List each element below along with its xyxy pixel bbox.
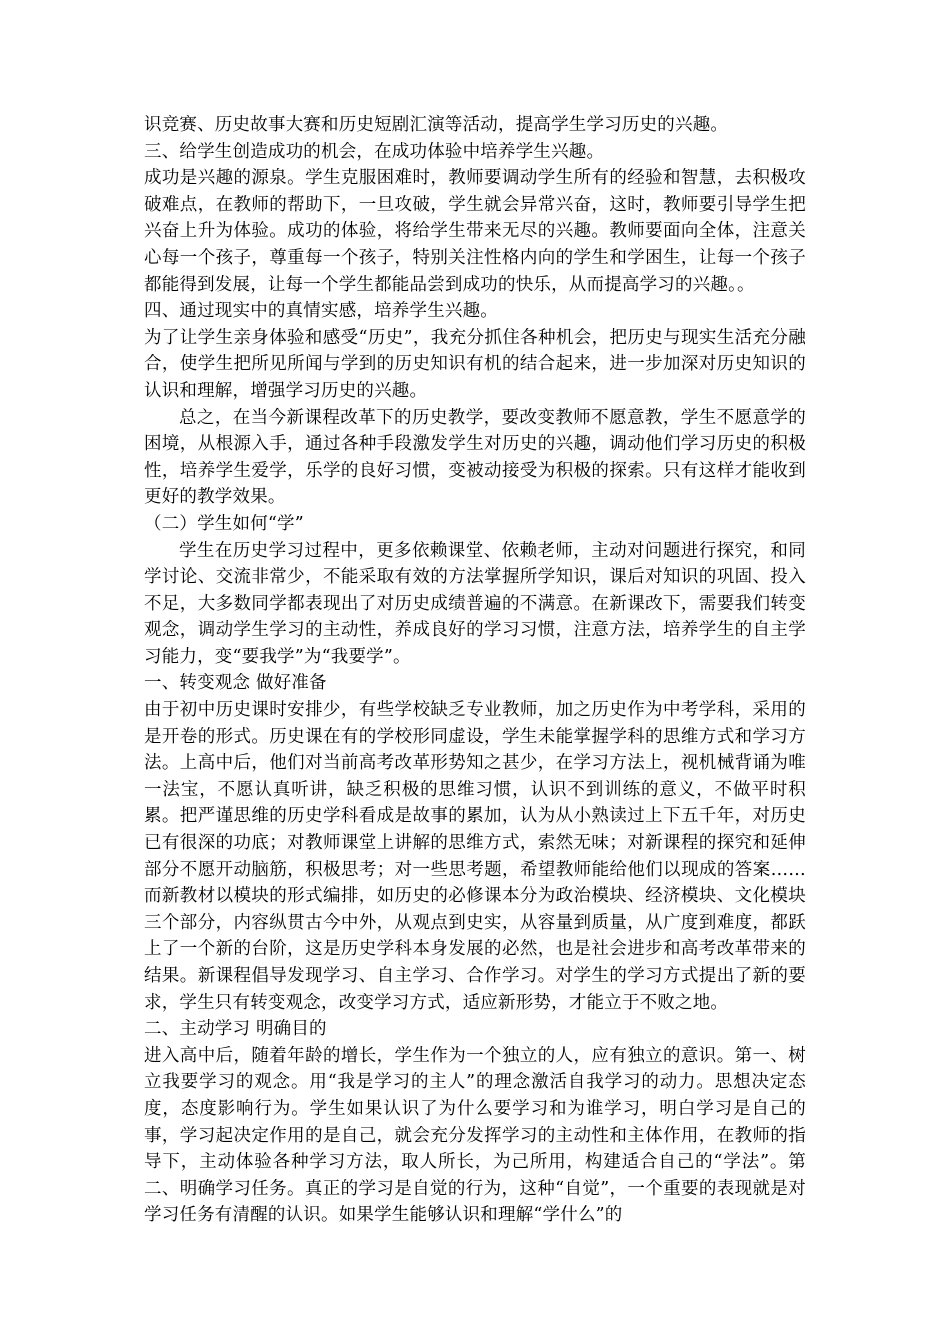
section-heading: 二、主动学习 明确目的 bbox=[144, 1019, 327, 1040]
section-heading: 三、给学生创造成功的机会，在成功体验中培养学生兴趣。 bbox=[144, 141, 605, 162]
sub-section-heading: （二）学生如何“学” bbox=[144, 513, 304, 534]
paragraph: 总之，在当今新课程改革下的历史教学，要改变教师不愿意教，学生不愿意学的困境，从根源入手，通过各种手段激发学生对历史的兴趣，调动他们学习历史的积极性，培养学生爱学，乐学的良好习惯，变被动接受为积极的探索。只有这样才能收到更好的教学效果。 bbox=[144, 407, 806, 508]
paragraph: 学生在历史学习过程中，更多依赖课堂、依赖老师，主动对问题进行探究，和同学讨论、交流非常少，不能采取有效的方法掌握所学知识，课后对知识的巩固、投入不足，大多数同学都表现出了对历史成绩普遍的不满意。在新课改下，需要我们转变观念，调动学生学习的主动性，养成良好的学习习惯，注意方法，培养学生的自主学习能力，变“要我学”为“我要学”。 bbox=[144, 540, 806, 667]
paragraph: 成功是兴趣的源泉。学生克服困难时，教师要调动学生所有的经验和智慧，去积极攻破难点，在教师的帮助下，一旦攻破，学生就会异常兴奋，这时，教师要引导学生把兴奋上升为体验。成功的体验，将给学生带来无尽的兴趣。教师要面向全体，注意关心每一个孩子，尊重每一个孩子，特别关注性格内向的学生和学困生，让每一个孩子都能得到发展，让每一个学生都能品尝到成功的快乐，从而提高学习的兴趣。。 bbox=[144, 168, 806, 295]
section-heading: 四、通过现实中的真情实感，培养学生兴趣。 bbox=[144, 301, 498, 322]
section-heading: 一、转变观念 做好准备 bbox=[144, 673, 327, 694]
paragraph: 为了让学生亲身体验和感受“历史”，我充分抓住各种机会，把历史与现实生活充分融合，使学生把所见所闻与学到的历史知识有机的结合起来，进一步加深对历史知识的认识和理解，增强学习历史的兴趣。 bbox=[144, 327, 806, 401]
paragraph: 识竞赛、历史故事大赛和历史短剧汇演等活动，提高学生学习历史的兴趣。 bbox=[144, 115, 729, 135]
document-page bbox=[144, 112, 806, 1229]
paragraph: 进入高中后，随着年龄的增长，学生作为一个独立的人，应有独立的意识。第一、树立我要学习的观念。用“我是学习的主人”的理念激活自我学习的动力。思想决定态度，态度影响行为。学生如果认识了为什么要学习和为谁学习，明白学习是自己的事，学习起决定作用的是自己，就会充分发挥学习的主动性和主体作用，在教师的指导下，主动体验各种学习方法，取人所长，为己所用，构建适合自己的“学法”。第二、明确学习任务。真正的学习是自觉的行为，这种“自觉”，一个重要的表现就是对学习任务有清醒的认识。如果学生能够认识和理解“学什么”的 bbox=[144, 1045, 806, 1226]
paragraph: 由于初中历史课时安排少，有些学校缺乏专业教师，加之历史作为中考学科，采用的是开卷的形式。历史课在有的学校形同虚设，学生未能掌握学科的思维方式和学习方法。上高中后，他们对当前高考改革形势知之甚少，在学习方法上，视机械背诵为唯一法宝，不愿认真听讲，缺乏积极的思维习惯，认识不到训练的意义，不做平时积累。把严谨思维的历史学科看成是故事的累加，认为从小熟读过上下五千年，对历史已有很深的功底；对教师课堂上讲解的思维方式，索然无味；对新课程的探究和延伸部分不愿开动脑筋，积极思考；对一些思考题，希望教师能给他们以现成的答案……而新教材以模块的形式编排，如历史的必修课本分为政治模块、经济模块、文化模块三个部分，内容纵贯古今中外，从观点到史实，从容量到质量，从广度到难度，都跃上了一个新的台阶，这是历史学科本身发展的必然，也是社会进步和高考改革带来的结果。新课程倡导发现学习、自主学习、合作学习。对学生的学习方式提出了新的要求，学生只有转变观念，改变学习方式，适应新形势，才能立于不败之地。 bbox=[144, 700, 806, 1013]
